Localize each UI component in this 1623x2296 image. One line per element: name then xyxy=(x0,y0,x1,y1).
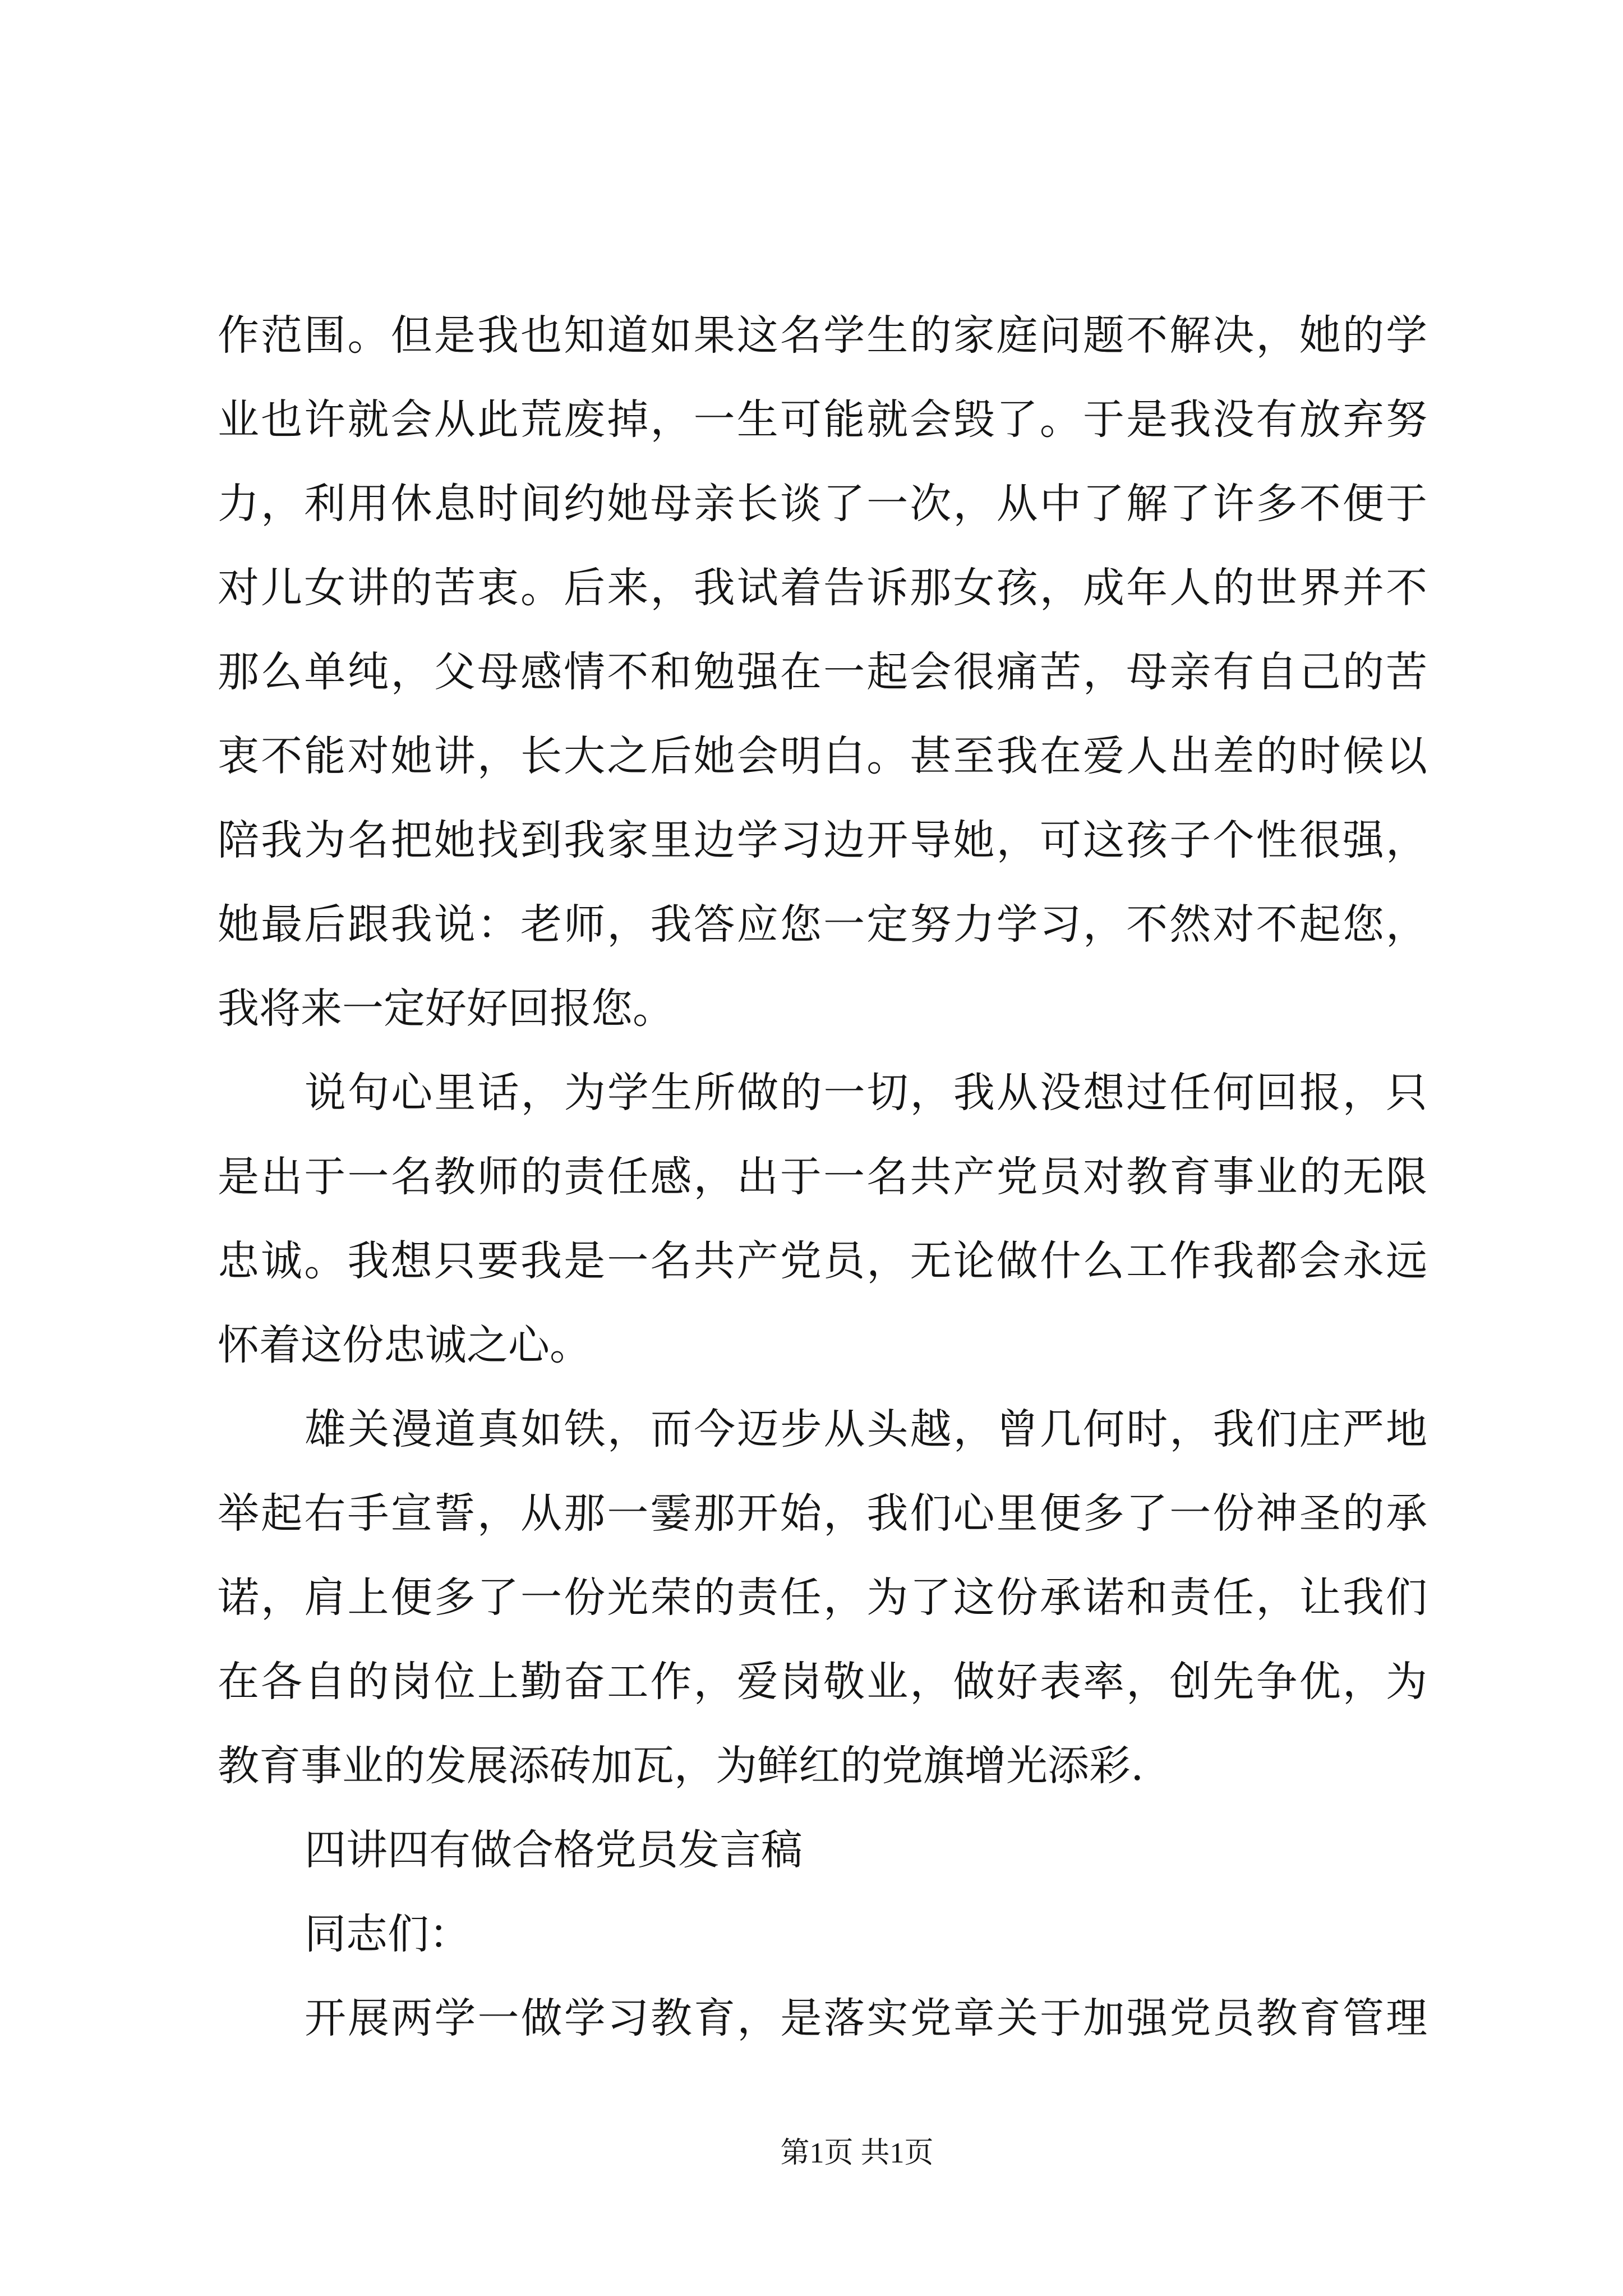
text-line: 怀着这份忠诚之心。 xyxy=(218,1321,591,1369)
text-line: 在各自的岗位上勤奋工作，爱岗敬业，做好表率，创先争优，为 xyxy=(218,1658,1427,1706)
text-line: 雄关漫道真如铁，而今迈步从头越，曾几何时，我们庄严地 xyxy=(305,1405,1427,1453)
text-line: 诺，肩上便多了一份光荣的责任，为了这份承诺和责任，让我们 xyxy=(218,1573,1427,1622)
text-line: 对儿女讲的苦衷。后来，我试着告诉那女孩，成年人的世界并不 xyxy=(218,564,1427,612)
section-title xyxy=(218,1808,1427,1892)
paragraph xyxy=(218,293,1427,1051)
section-title-text: 四讲四有做合格党员发言稿 xyxy=(305,1826,803,1874)
paragraph xyxy=(218,1387,1427,1808)
page-footer: 第1页 共1页 xyxy=(780,2137,934,2169)
text-line: 举起右手宣誓，从那一霎那开始，我们心里便多了一份神圣的承 xyxy=(218,1489,1427,1538)
text-line: 那么单纯，父母感情不和勉强在一起会很痛苦，母亲有自己的苦 xyxy=(218,648,1427,696)
text-line: 作范围。但是我也知道如果这名学生的家庭问题不解决，她的学 xyxy=(218,311,1427,360)
text-line: 说句心里话，为学生所做的一切，我从没想过任何回报，只 xyxy=(305,1069,1427,1117)
text-line: 我将来一定好好回报您。 xyxy=(218,984,674,1033)
text-line: 教育事业的发展添砖加瓦，为鲜红的党旗增光添彩. xyxy=(218,1742,1144,1790)
salutation-text: 同志们： xyxy=(305,1910,471,1958)
paragraph xyxy=(218,1051,1427,1387)
salutation xyxy=(218,1892,1427,1976)
text-line: 她最后跟我说：老师，我答应您一定努力学习，不然对不起您， xyxy=(218,900,1427,949)
paragraph xyxy=(218,1976,1427,2060)
document-body xyxy=(218,293,1427,2060)
text-line: 衷不能对她讲，长大之后她会明白。甚至我在爱人出差的时候以 xyxy=(218,732,1427,780)
text-line: 业也许就会从此荒废掉，一生可能就会毁了。于是我没有放弃努 xyxy=(218,395,1427,444)
text-line: 是出于一名教师的责任感，出于一名共产党员对教育事业的无限 xyxy=(218,1153,1427,1201)
text-line: 力，利用休息时间约她母亲长谈了一次，从中了解了许多不便于 xyxy=(218,480,1427,528)
text-line: 开展两学一做学习教育，是落实党章关于加强党员教育管理 xyxy=(305,1994,1427,2042)
text-line: 忠诚。我想只要我是一名共产党员，无论做什么工作我都会永远 xyxy=(218,1237,1427,1285)
text-line: 陪我为名把她找到我家里边学习边开导她，可这孩子个性很强， xyxy=(218,816,1427,864)
